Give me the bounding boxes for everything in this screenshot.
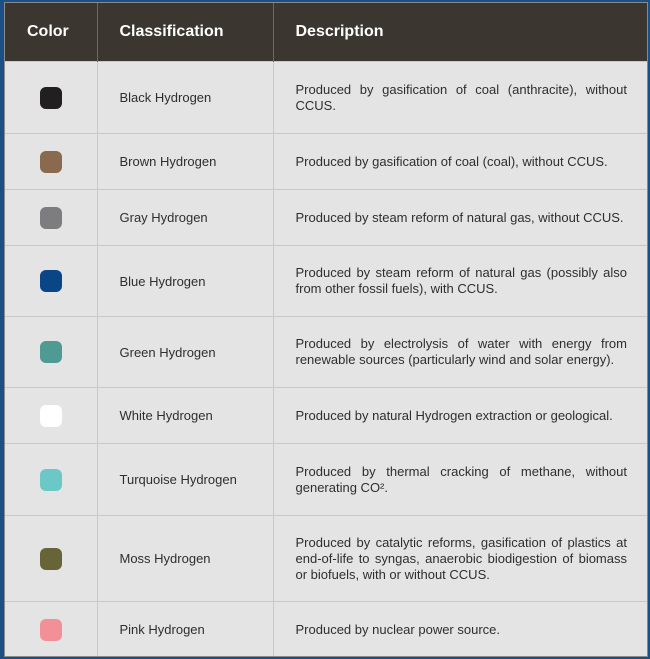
classification-cell: Blue Hydrogen bbox=[97, 246, 273, 317]
description-cell: Produced by thermal cracking of methane, without generating CO². bbox=[273, 444, 647, 516]
description-cell: Produced by nuclear power source. bbox=[273, 602, 647, 658]
table-row bbox=[5, 62, 647, 134]
moss-swatch bbox=[40, 548, 62, 570]
turquoise-swatch bbox=[40, 469, 62, 491]
brown-swatch bbox=[40, 151, 62, 173]
table-header-row bbox=[5, 3, 647, 62]
header-color: Color bbox=[5, 3, 97, 62]
white-swatch bbox=[40, 405, 62, 427]
table-row bbox=[5, 317, 647, 388]
hydrogen-colors-table-container bbox=[4, 2, 648, 657]
classification-cell: Pink Hydrogen bbox=[97, 602, 273, 658]
table-row bbox=[5, 444, 647, 516]
classification-cell: Gray Hydrogen bbox=[97, 190, 273, 246]
description-cell: Produced by steam reform of natural gas, without CCUS. bbox=[273, 190, 647, 246]
description-cell: Produced by gasification of coal (coal), without CCUS. bbox=[273, 134, 647, 190]
description-cell: Produced by electrolysis of water with energy from renewable sources (particularly wind and solar energy). bbox=[273, 317, 647, 388]
table-row bbox=[5, 134, 647, 190]
table-row bbox=[5, 190, 647, 246]
blue-swatch bbox=[40, 270, 62, 292]
classification-cell: Brown Hydrogen bbox=[97, 134, 273, 190]
table-row bbox=[5, 388, 647, 444]
classification-cell: White Hydrogen bbox=[97, 388, 273, 444]
pink-swatch bbox=[40, 619, 62, 641]
classification-cell: Black Hydrogen bbox=[97, 62, 273, 134]
header-description: Description bbox=[273, 3, 647, 62]
description-cell: Produced by catalytic reforms, gasification of plastics at end-of-life to syngas, anaerobic biodigestion of biomass or biofuels, with or without CCUS. bbox=[273, 516, 647, 602]
green-swatch bbox=[40, 341, 62, 363]
table-row bbox=[5, 246, 647, 317]
table-row bbox=[5, 516, 647, 602]
classification-cell: Green Hydrogen bbox=[97, 317, 273, 388]
description-cell: Produced by natural Hydrogen extraction or geological. bbox=[273, 388, 647, 444]
classification-cell: Moss Hydrogen bbox=[97, 516, 273, 602]
description-cell: Produced by steam reform of natural gas (possibly also from other fossil fuels), with CCUS. bbox=[273, 246, 647, 317]
table-row bbox=[5, 602, 647, 658]
header-classification: Classification bbox=[97, 3, 273, 62]
hydrogen-colors-table bbox=[5, 3, 647, 657]
classification-cell: Turquoise Hydrogen bbox=[97, 444, 273, 516]
gray-swatch bbox=[40, 207, 62, 229]
description-cell: Produced by gasification of coal (anthracite), without CCUS. bbox=[273, 62, 647, 134]
black-swatch bbox=[40, 87, 62, 109]
